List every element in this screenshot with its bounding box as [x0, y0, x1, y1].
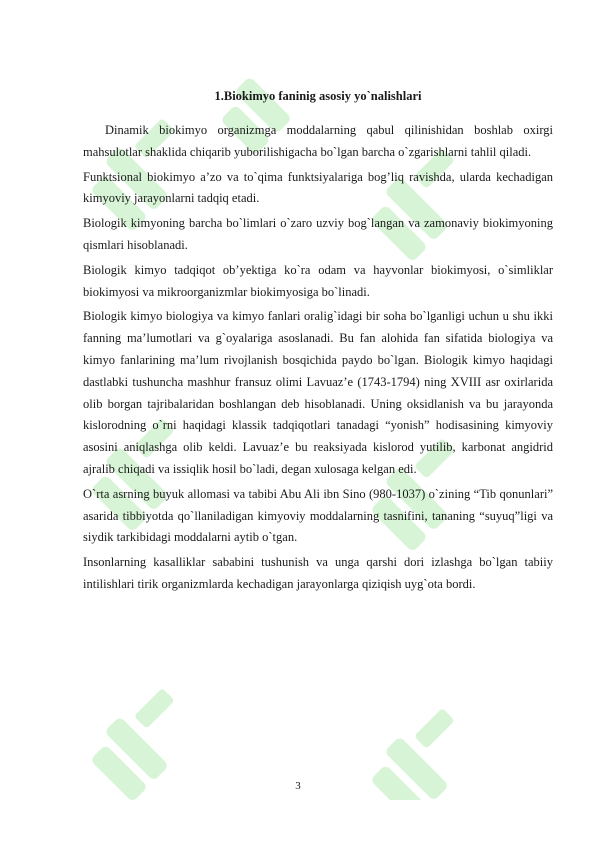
paragraph-research-objects: Biologik kimyo tadqiqot ob’yektiga ko`ra odam va hayvonlar biokimyosi, o`simliklar biokimyosi va mikroorganizmlar biokimyosiga bo`linadi.: [83, 262, 553, 299]
paragraph-ibn-sino: O`rta asrning buyuk allomasi va tabibi Abu Ali ibn Sino (980-1037) o`zining “Tib qonunlari” asarida tibbiyotda qo`llaniladigan kimyoviy moddalarning tasnifini, tananing “suyuq”ligi va siydik tarkibidagi moddalarni aytib o`tgan.: [83, 486, 553, 545]
paragraph-sections: Biologik kimyoning barcha bo`limlari o`zaro uzviy bog`langan va zamonaviy biokimyoning qismlari hisoblanadi.: [83, 216, 553, 252]
paragraph-history-lavoisier: Biologik kimyo biologiya va kimyo fanlari oralig`idagi bir soha bo`lganligi uchun u shu ikki fanning ma’lumotlari va g`oyalariga asoslanadi. Bu fan alohida fan sifatida biologiya va kimyo fanlarining ma’lum rivojlanish bosqichida paydo bo`lgan. Biologik kimyo haqidagi dastlabki tushuncha mashhur fransuz olimi Lavuaz’e (1743-1794) ning XVIII asr oxirlarida olib borgan tajribalaridan boshlangan deb hisoblanadi. Uning oksidlanish va bu jarayonda kislorodning o`rni haqidagi klassik tadqiqotlari tanadagi “yonish” hodisasining kimyoviy asosini aniqlashga olib keldi. Lavuaz’e bu reaksiyada kislorod yutilib, karbonat angidrid ajralib chiqadi va issiqlik hosil bo`ladi, degan xulosaga kelgan edi.: [83, 309, 553, 476]
document-page: [83, 86, 553, 599]
paragraph-functional-biochemistry: Funktsional biokimyo a’zo va to`qima funktsiyalariga bog’liq ravishda, ularda kechadigan kimyoviy jarayonlarni tadqiq etadi.: [83, 169, 553, 206]
paragraph-diseases: Insonlarning kasalliklar sababini tushunish va unga qarshi dori izlashga bo`lgan tabiiy intilishlari tirik organizmlarda kechadigan jarayonlarga qiziqish uyg`ota bordi.: [83, 555, 553, 591]
page-number: 3: [295, 780, 301, 792]
section-title: 1.Biokimyo faninig asosiy yo`nalishlari: [214, 89, 422, 103]
paragraph-dynamic-biochemistry: Dinamik biokimyo organizmga moddalarning qabul qilinishidan boshlab oxirgi mahsulotlar shaklida chiqarib yuborilishigacha bo`lgan barcha o`zgarishlarni tahlil qiladi.: [83, 123, 553, 159]
